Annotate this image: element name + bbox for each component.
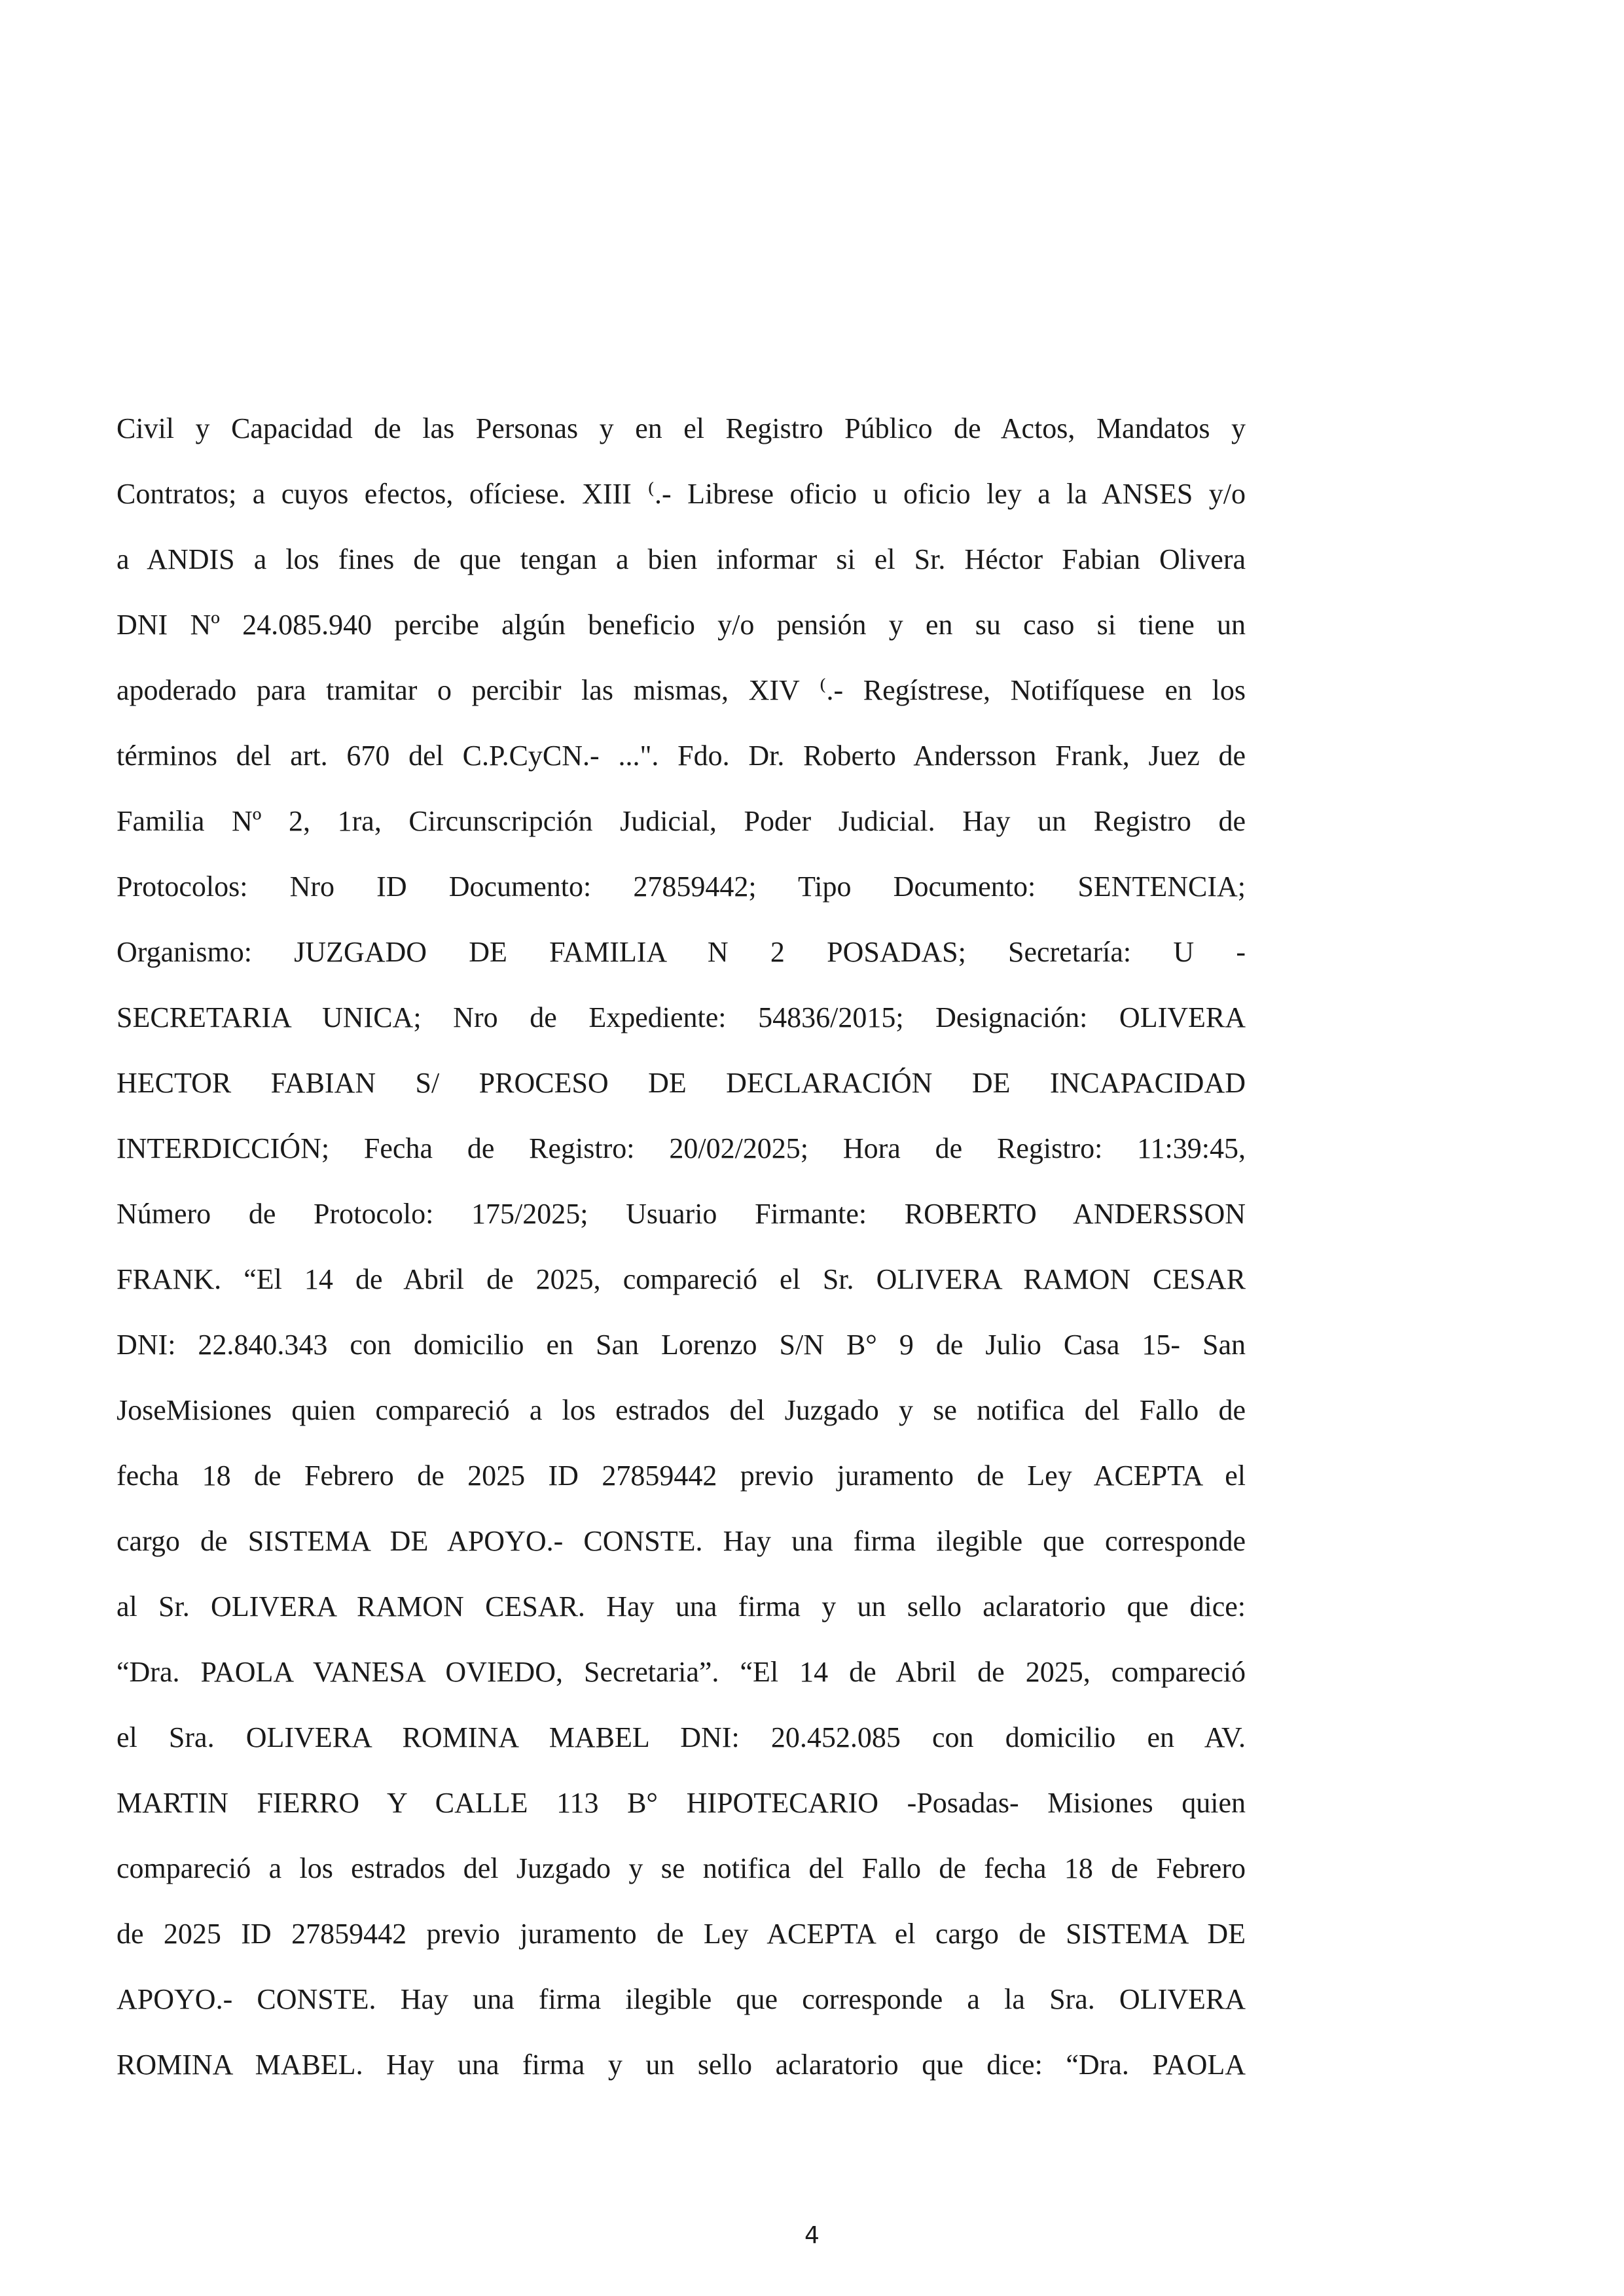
page-number: 4 [804,2222,820,2249]
text-line: a ANDIS a los fines de que tengan a bien informar si el Sr. Héctor Fabian Olivera [117,543,1246,575]
text-line: Número de Protocolo: 175/2025; Usuario Firmante: ROBERTO ANDERSSON [117,1198,1246,1230]
text-line: DNI: 22.840.343 con domicilio en San Lorenzo S/N B° 9 de Julio Casa 15- San [117,1329,1246,1361]
text-line: Contratos; a cuyos efectos, ofíciese. XIII ⁽.- Librese oficio u oficio ley a la ANSES y/o [117,478,1246,510]
text-line: MARTIN FIERRO Y CALLE 113 B° HIPOTECARIO -Posadas- Misiones quien [117,1787,1246,1819]
text-line: FRANK. “El 14 de Abril de 2025, compareció el Sr. OLIVERA RAMON CESAR [117,1263,1246,1295]
text-line: al Sr. OLIVERA RAMON CESAR. Hay una firma y un sello aclaratorio que dice: [117,1590,1246,1623]
text-line: de 2025 ID 27859442 previo juramento de Ley ACEPTA el cargo de SISTEMA DE [117,1918,1246,1950]
text-line: JoseMisiones quien compareció a los estrados del Juzgado y se notifica del Fallo de [117,1394,1246,1426]
body-paragraph [117,396,1246,2098]
text-line: Protocolos: Nro ID Documento: 27859442; Tipo Documento: SENTENCIA; [117,870,1246,903]
text-line: Organismo: JUZGADO DE FAMILIA N 2 POSADAS; Secretaría: U - [117,936,1246,968]
text-line: ROMINA MABEL. Hay una firma y un sello aclaratorio que dice: “Dra. PAOLA [117,2049,1246,2081]
text-line: fecha 18 de Febrero de 2025 ID 27859442 previo juramento de Ley ACEPTA el [117,1460,1246,1492]
text-line: “Dra. PAOLA VANESA OVIEDO, Secretaria”. “El 14 de Abril de 2025, compareció [117,1656,1246,1688]
text-line: compareció a los estrados del Juzgado y se notifica del Fallo de fecha 18 de Febrero [117,1852,1246,1884]
text-line: el Sra. OLIVERA ROMINA MABEL DNI: 20.452.085 con domicilio en AV. [117,1721,1246,1753]
text-line: términos del art. 670 del C.P.CyCN.- ...". Fdo. Dr. Roberto Andersson Frank, Juez de [117,740,1246,772]
text-line: HECTOR FABIAN S/ PROCESO DE DECLARACIÓN DE INCAPACIDAD [117,1067,1246,1099]
text-line: Familia Nº 2, 1ra, Circunscripción Judicial, Poder Judicial. Hay un Registro de [117,805,1246,837]
text-line: Civil y Capacidad de las Personas y en el Registro Público de Actos, Mandatos y [117,412,1246,444]
text-line: DNI Nº 24.085.940 percibe algún beneficio y/o pensión y en su caso si tiene un [117,609,1246,641]
text-line: INTERDICCIÓN; Fecha de Registro: 20/02/2025; Hora de Registro: 11:39:45, [117,1132,1246,1164]
text-line: cargo de SISTEMA DE APOYO.- CONSTE. Hay una firma ilegible que corresponde [117,1525,1246,1557]
text-line: SECRETARIA UNICA; Nro de Expediente: 54836/2015; Designación: OLIVERA [117,1001,1246,1033]
text-line: apoderado para tramitar o percibir las mismas, XIV ⁽.- Regístrese, Notifíquese en los [117,674,1246,706]
text-line: APOYO.- CONSTE. Hay una firma ilegible que corresponde a la Sra. OLIVERA [117,1983,1246,2015]
